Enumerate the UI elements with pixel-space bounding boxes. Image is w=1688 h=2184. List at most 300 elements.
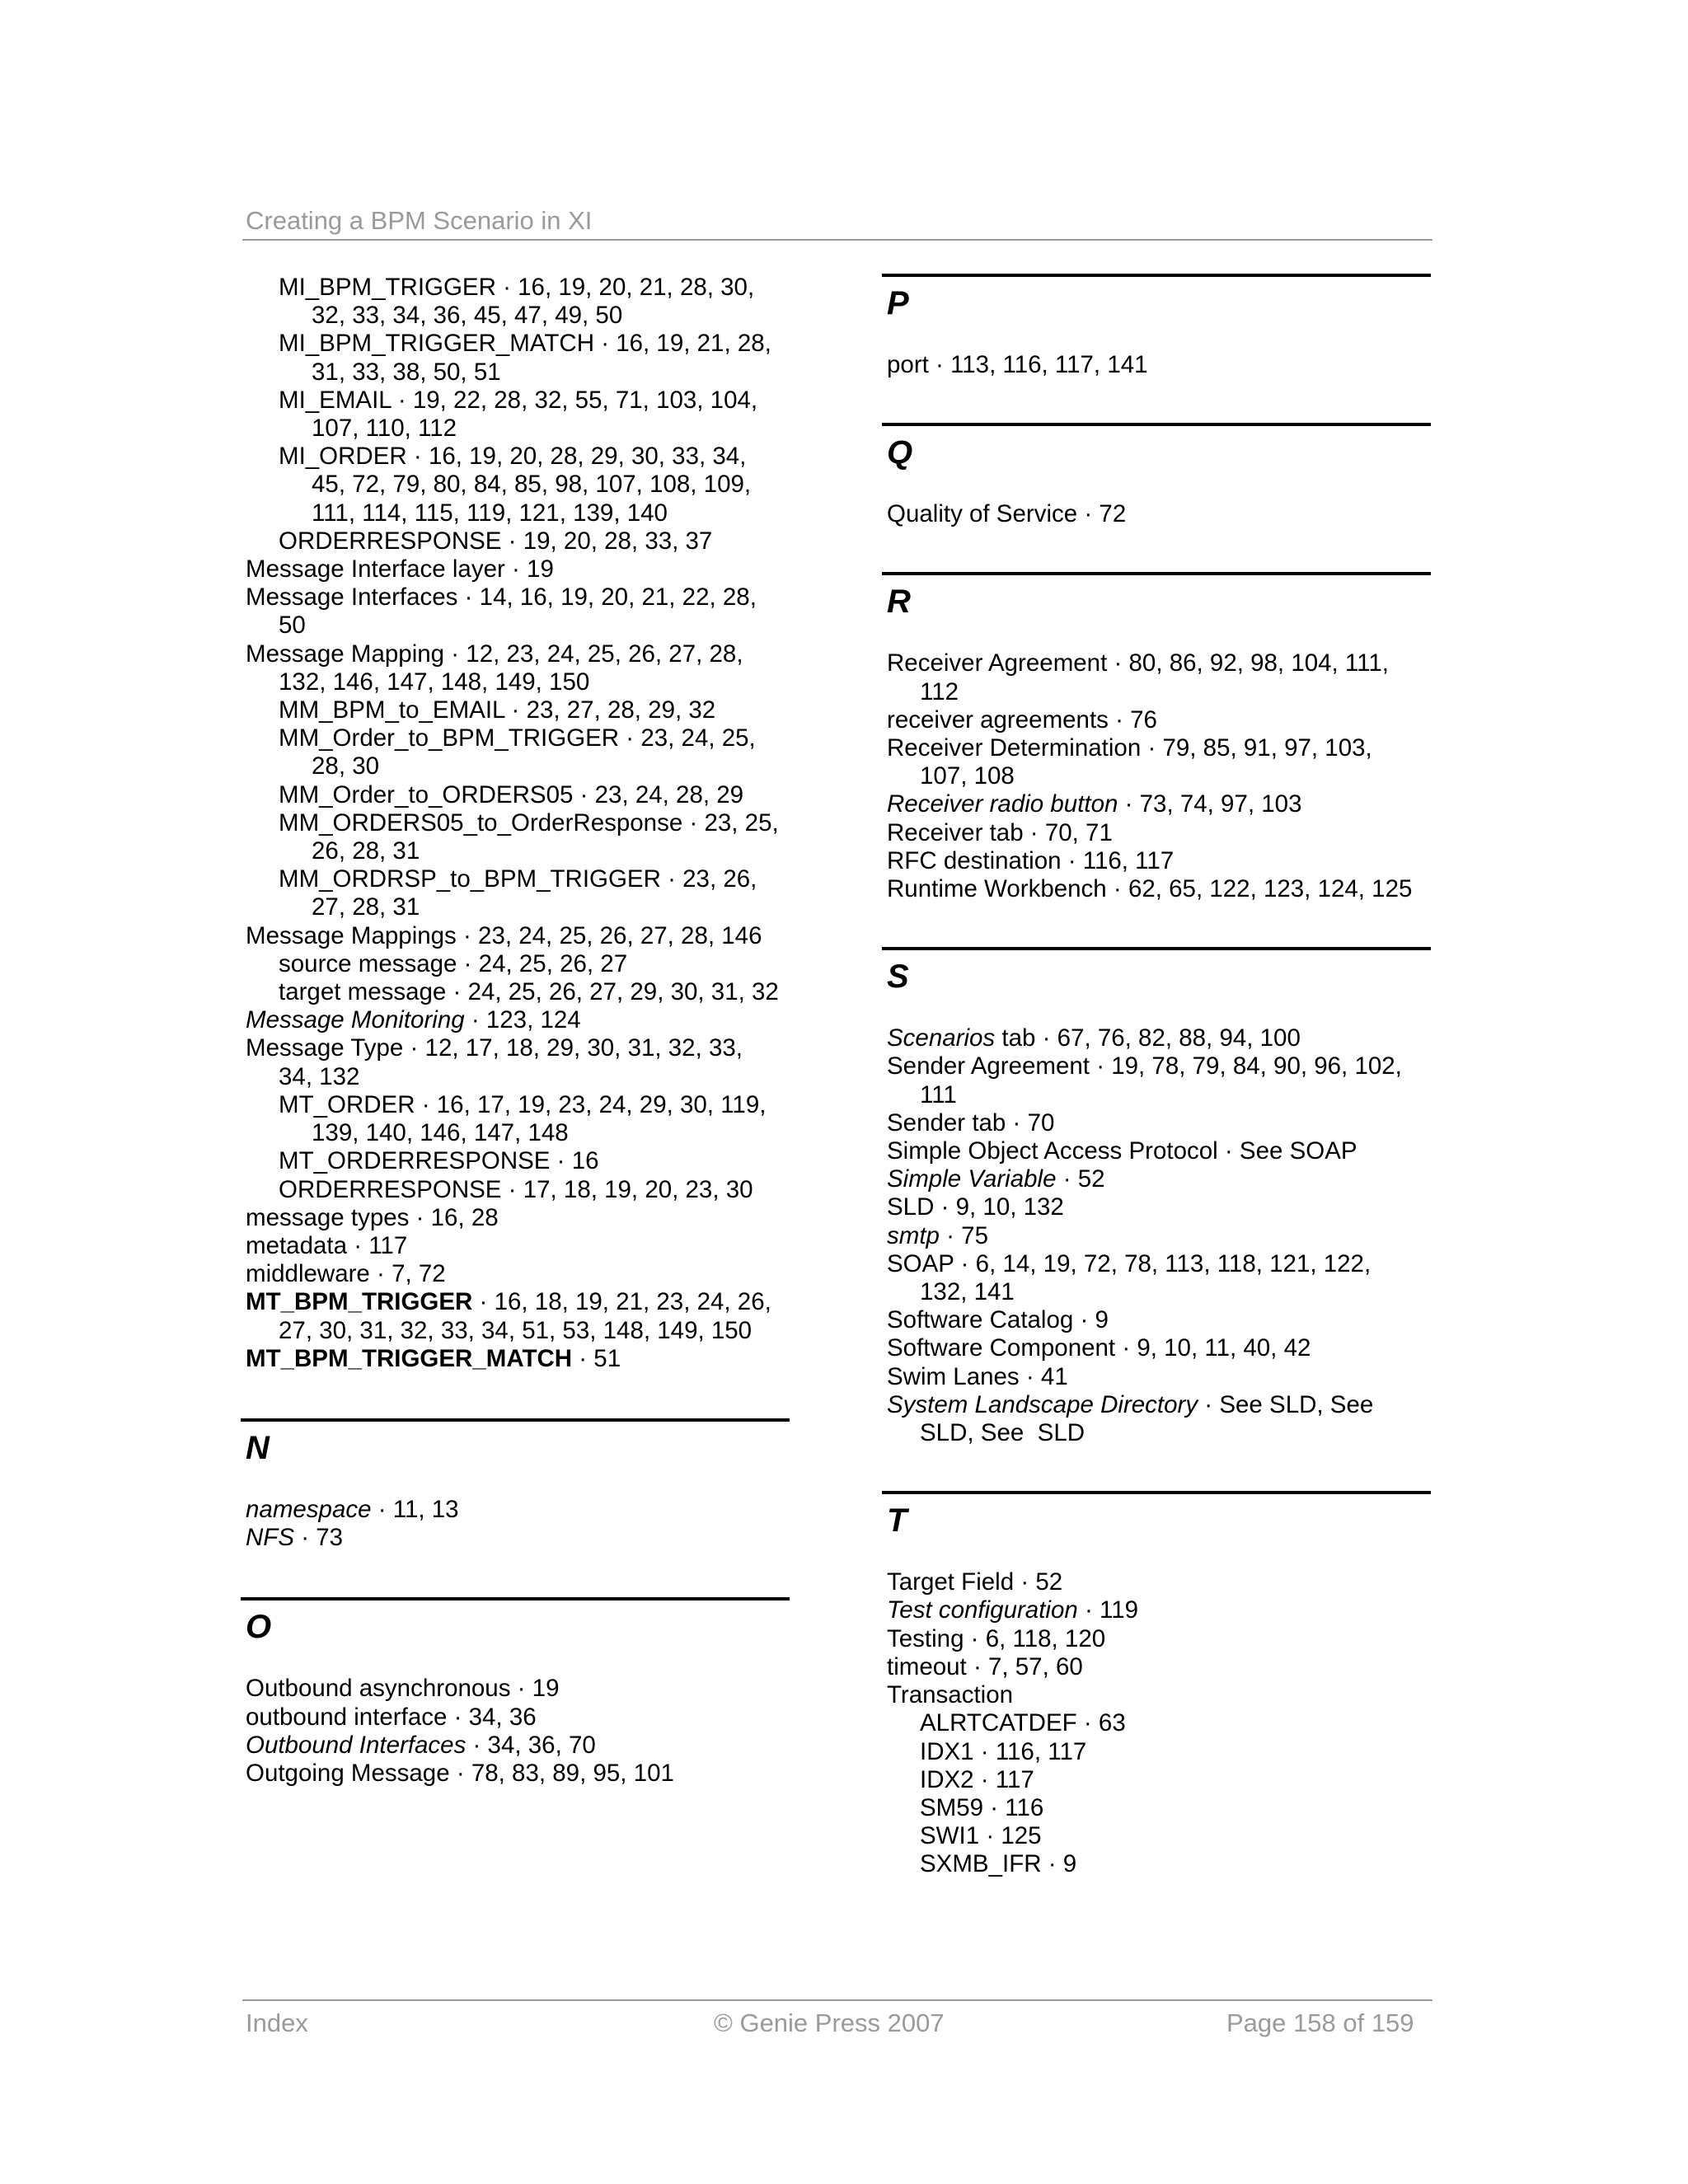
index-separator: · [446,978,468,1006]
index-term: Sender tab [887,1108,1006,1137]
header-divider [242,239,1432,241]
index-entry [246,274,806,330]
index-page-refs-continued: 111, 114, 115, 119, 121, 139, 140 [312,499,668,527]
index-page-refs: 16, 28 [430,1203,499,1231]
index-separator: · [504,555,528,583]
index-page-refs: 14, 16, 19, 20, 21, 22, 28, [479,583,757,612]
index-entry [887,1250,1447,1306]
index-entry [887,1568,1447,1596]
index-term: Message Type [246,1034,404,1062]
index-page-refs-continued: 26, 28, 31 [312,837,420,865]
index-entry [246,1232,806,1260]
index-separator: · [1035,1024,1057,1052]
index-entry [887,351,1447,379]
index-term: SXMB_IFR [920,1850,1042,1878]
index-entry [246,1760,806,1788]
index-separator: · [1073,1306,1095,1334]
index-entry [246,1176,806,1204]
index-entry [887,847,1447,875]
index-term: MM_Order_to_BPM_TRIGGER [279,724,620,752]
index-page-refs: 34, 36 [468,1703,537,1731]
index-term: SOAP [887,1249,954,1277]
index-separator: · [1061,846,1083,874]
index-separator: · [550,1147,572,1175]
index-page-refs: 24, 25, 26, 27, 29, 30, 31, 32 [467,978,779,1006]
index-entry [246,865,806,921]
index-page-refs: 23, 25, [704,808,779,837]
index-entry [246,1091,806,1147]
index-entry [246,640,806,696]
index-page-refs: 19, 22, 28, 32, 55, 71, 103, 104, [412,386,758,414]
index-page-refs: 70, 71 [1044,818,1113,846]
index-term: Testing [887,1624,964,1652]
index-separator: · [682,808,705,837]
index-page-refs: 17, 18, 19, 20, 23, 30 [523,1175,753,1203]
index-separator: · [347,1231,369,1259]
index-entry [887,790,1447,818]
index-term: outbound interface [246,1703,448,1731]
index-page-refs: 16, 17, 19, 23, 24, 29, 30, 119, [436,1090,767,1118]
index-separator: · [504,696,527,724]
index-page-refs: See SLD, See [1219,1390,1374,1418]
index-separator: · [466,1731,488,1759]
index-separator: · [979,1822,1001,1850]
index-page-refs-continued: 31, 33, 38, 50, 51 [312,358,501,386]
index-separator: · [966,1652,988,1680]
index-separator: · [934,1193,956,1221]
index-page-refs-continued: 34, 132 [279,1062,360,1090]
index-term: RFC destination [887,846,1062,874]
index-entry [887,1653,1447,1681]
index-page-refs: 116, 117 [995,1737,1087,1765]
index-separator: · [409,1203,431,1231]
index-entry [246,1034,806,1090]
index-entry [246,1260,806,1288]
index-page-refs-continued: 27, 30, 31, 32, 33, 34, 51, 53, 148, 149, 150 [279,1316,753,1344]
index-separator: · [449,1759,471,1787]
index-entry [246,527,806,555]
index-section-p [887,274,1447,379]
section-letter: S [887,958,909,996]
index-entry [246,724,806,780]
section-letter: P [887,285,909,321]
index-separator: · [928,351,951,378]
index-entry [887,500,1447,528]
index-term: receiver agreements [887,705,1109,733]
footer-section-label: Index [246,2008,308,2037]
index-separator: · [447,1703,469,1731]
index-entry [887,1334,1447,1362]
index-separator: · [660,865,683,893]
index-term: MM_Order_to_ORDERS05 [279,780,574,808]
index-page-refs-continued: 32, 33, 34, 36, 45, 47, 49, 50 [312,302,623,330]
index-term: Receiver radio button [887,790,1118,818]
index-page-refs: 7, 57, 60 [987,1652,1083,1680]
index-term: SM59 [920,1793,984,1821]
index-entry [887,1850,1447,1878]
section-divider [882,947,1431,950]
index-page-refs: 51 [593,1344,621,1372]
index-separator: · [964,1624,986,1652]
index-separator: · [572,1344,594,1372]
index-separator: · [406,443,429,471]
index-term: SLD [887,1193,935,1221]
index-separator: · [371,1495,393,1523]
index-page-refs-continued: 112 [920,677,959,705]
index-entry [887,1306,1447,1334]
section-divider [882,1491,1431,1494]
index-separator: · [403,1034,425,1062]
index-page-refs: 125 [1001,1822,1042,1850]
index-separator: · [573,780,595,808]
index-term: MM_ORDERS05_to_OrderResponse [279,808,683,837]
section-letter: N [246,1429,270,1466]
index-separator: · [1041,1850,1063,1878]
index-separator: · [1090,1052,1112,1080]
index-term: timeout [887,1652,967,1680]
index-page-refs: 75 [961,1221,988,1249]
index-page-refs: 63 [1098,1709,1126,1737]
index-term: MI_BPM_TRIGGER [279,274,496,301]
index-entry [246,443,806,527]
index-page-refs: 16 [571,1147,599,1175]
index-page-refs: 9 [1062,1850,1077,1878]
index-entry [887,1165,1447,1193]
index-entry [246,1524,806,1552]
section-divider [241,1418,790,1422]
section-divider [882,274,1431,277]
index-entry [887,1625,1447,1653]
index-term: MT_BPM_TRIGGER [246,1288,473,1316]
index-separator: · [1141,734,1163,762]
index-entry [246,1496,806,1524]
index-entry [246,1345,806,1373]
index-entry [887,1137,1447,1165]
section-divider [241,1597,790,1601]
index-entry [246,1732,806,1760]
index-page-refs: 19, 78, 79, 84, 90, 96, 102, [1111,1052,1402,1080]
index-page-refs: 123, 124 [485,1006,581,1034]
index-entry [887,1681,1447,1709]
index-separator: · [1006,1108,1028,1137]
index-term: Message Mappings [246,921,457,949]
index-term: Software Component [887,1334,1116,1362]
index-entry [887,1596,1447,1624]
index-page-refs-continued: 45, 72, 79, 80, 84, 85, 98, 107, 108, 109, [312,471,752,499]
index-separator: · [415,1090,437,1118]
index-term: Message Interfaces [246,583,458,612]
index-separator: · [1056,1165,1078,1193]
index-page-refs: 24, 25, 26, 27 [478,949,628,977]
index-separator: · [619,724,641,752]
index-page-refs: 41 [1040,1362,1068,1390]
index-term: middleware [246,1260,370,1288]
index-separator: · [1198,1390,1220,1418]
index-page-refs: 19 [532,1675,560,1703]
index-term: Receiver Agreement [887,649,1108,677]
index-page-refs-continued: 28, 30 [312,752,380,780]
index-page-refs: 23, 24, 28, 29 [594,780,744,808]
index-separator: · [1118,790,1140,818]
index-page-refs-continued: 132, 146, 147, 148, 149, 150 [279,668,590,696]
index-separator: · [1019,1362,1041,1390]
index-page-refs-continued: 107, 110, 112 [312,415,457,443]
index-term: port [887,351,929,378]
index-separator: · [1115,1334,1137,1362]
index-page-refs: 67, 76, 82, 88, 94, 100 [1057,1024,1301,1052]
index-entry [246,330,806,386]
footer-copyright: © Genie Press 2007 [714,2008,945,2037]
index-page-refs: 9, 10, 11, 40, 42 [1137,1334,1311,1362]
index-entry [887,1109,1447,1137]
index-entry [887,1052,1447,1108]
index-term: Simple Object Access Protocol [887,1137,1218,1165]
index-section-s [887,947,1447,1447]
index-page-refs: 80, 86, 92, 98, 104, 111, [1128,649,1389,677]
index-page-refs: 34, 36, 70 [487,1731,596,1759]
index-section-q [887,423,1447,528]
index-entry [246,696,806,724]
index-entry [246,387,806,443]
index-section-r [887,572,1447,903]
index-separator: · [973,1737,996,1765]
index-page-refs: 9 [1095,1306,1109,1334]
index-separator: · [939,1221,962,1249]
index-entry [887,1794,1447,1822]
index-separator: · [510,1675,532,1703]
index-term: Scenarios [887,1024,996,1052]
index-separator: · [1023,818,1045,846]
index-separator: · [501,527,523,555]
index-column-left [246,274,806,1788]
index-entry [246,1006,806,1034]
index-term: source message [279,949,457,977]
index-separator: · [501,1175,523,1203]
index-page-refs: 23, 26, [682,865,757,893]
index-page-refs-continued: 132, 141 [920,1278,1015,1306]
index-term: Receiver tab [887,818,1024,846]
index-section-t [887,1491,1447,1878]
index-page-refs: 6, 14, 19, 72, 78, 113, 118, 121, 122, [975,1249,1372,1277]
index-page-refs: 79, 85, 91, 97, 103, [1162,734,1372,762]
index-term: Simple Variable [887,1165,1057,1193]
footer-page-number: Page 158 of 159 [1226,2008,1414,2037]
section-letter: T [887,1502,907,1540]
section-divider [882,423,1431,426]
index-entry [887,1766,1447,1794]
index-term: Transaction [887,1681,1014,1709]
index-page-refs: 113, 116, 117, 141 [950,351,1148,378]
index-entry [887,1738,1447,1766]
index-separator: · [391,386,413,414]
index-term: IDX2 [920,1765,974,1793]
index-term: ALRTCATDEF [920,1709,1077,1737]
index-term: Runtime Workbench [887,875,1107,903]
index-separator: · [594,330,617,358]
index-page-refs: 73, 74, 97, 103 [1139,790,1302,818]
index-page-refs-continued: 139, 140, 146, 147, 148 [312,1119,569,1147]
index-entry [246,978,806,1006]
index-entry [887,649,1447,705]
index-page-refs: 12, 17, 18, 29, 30, 31, 32, 33, [424,1034,743,1062]
index-page-refs: 16, 18, 19, 21, 23, 24, 26, [494,1288,771,1316]
index-term: Quality of Service [887,500,1078,528]
index-separator: · [294,1524,316,1552]
index-page-refs: 19 [527,555,554,583]
index-term: Message Mapping [246,640,445,668]
index-page-refs: 52 [1077,1165,1105,1193]
index-entry [887,1222,1447,1250]
index-term: MM_BPM_to_EMAIL [279,696,505,724]
index-page-refs: 11, 13 [392,1495,459,1523]
index-section-n [246,1418,806,1552]
index-section-o [246,1597,806,1788]
index-term: message types [246,1203,410,1231]
index-entry [887,734,1447,790]
index-term: SWI1 [920,1822,980,1850]
index-page-refs: 23, 27, 28, 29, 32 [526,696,716,724]
index-separator: · [1076,1709,1099,1737]
index-term: IDX1 [920,1737,974,1765]
index-entry [887,1391,1447,1447]
index-page-refs: 7, 72 [392,1260,446,1288]
index-entry [887,1363,1447,1391]
section-divider [882,572,1431,575]
index-entry [887,1193,1447,1221]
index-entry [887,1822,1447,1850]
index-separator: · [472,1288,495,1316]
index-separator: · [1014,1568,1036,1596]
index-entry [246,1675,806,1703]
index-term: Test configuration [887,1596,1078,1624]
index-separator: · [954,1249,976,1277]
index-entry [887,1709,1447,1737]
index-term: ORDERRESPONSE [279,1175,502,1203]
index-term: ORDERRESPONSE [279,527,502,555]
index-term: Outbound asynchronous [246,1675,511,1703]
index-page-refs: 119 [1100,1596,1139,1624]
index-term: namespace [246,1495,372,1523]
index-entry [246,555,806,583]
index-page-refs-continued: 27, 28, 31 [312,893,420,921]
index-term: metadata [246,1231,347,1259]
index-entry [246,950,806,978]
index-term: Software Catalog [887,1306,1074,1334]
index-term: smtp [887,1221,940,1249]
index-page-refs: 52 [1035,1568,1063,1596]
index-entry [887,706,1447,734]
index-page-refs-continued: 107, 108 [920,762,1015,790]
index-term-suffix: tab [995,1024,1036,1052]
index-term: MT_ORDERRESPONSE [279,1147,551,1175]
index-separator: · [456,921,479,949]
index-term: NFS [246,1524,294,1552]
index-page-refs: See SOAP [1239,1137,1357,1165]
index-page-refs: 16, 19, 20, 28, 29, 30, 33, 34, [428,443,747,471]
index-term: Outbound Interfaces [246,1731,467,1759]
index-page-refs: 117 [368,1231,408,1259]
index-page-refs: 62, 65, 122, 123, 124, 125 [1128,875,1413,903]
index-page-refs: 23, 24, 25, [640,724,756,752]
footer-divider [242,1999,1432,2001]
index-separator: · [973,1765,996,1793]
index-page-refs: 9, 10, 132 [955,1193,1064,1221]
index-page-refs-continued: 111 [920,1080,957,1108]
index-separator: · [457,583,480,612]
index-column-right [887,274,1447,1879]
index-entry [246,922,806,950]
index-page-refs: 23, 24, 25, 26, 27, 28, 146 [478,921,762,949]
index-page-refs: 19, 20, 28, 33, 37 [523,527,713,555]
index-page-refs-continued: SLD, See SLD [920,1419,1085,1447]
index-page-refs: 16, 19, 20, 21, 28, 30, [518,274,755,301]
index-separator: · [457,949,479,977]
index-page-refs: 78, 83, 89, 95, 101 [471,1759,674,1787]
index-separator: · [1107,649,1129,677]
index-term: Message Interface layer [246,555,505,583]
index-separator: · [1077,500,1100,528]
index-separator: · [495,274,518,301]
index-term: MI_EMAIL [279,386,392,414]
index-page-refs: 73 [316,1524,344,1552]
section-letter: O [246,1609,272,1646]
index-entry [246,1704,806,1732]
index-term: Sender Agreement [887,1052,1090,1080]
index-entry [246,781,806,809]
index-entry [246,1147,806,1175]
index-separator: · [369,1260,392,1288]
index-separator: · [1217,1137,1240,1165]
index-separator: · [983,1793,1006,1821]
section-letter: R [887,583,911,621]
index-page-refs: 117 [995,1765,1034,1793]
index-entry [887,819,1447,847]
index-term: Swim Lanes [887,1362,1020,1390]
index-entry [887,875,1447,903]
index-page-refs: 76 [1130,705,1157,733]
index-page-refs: 12, 23, 24, 25, 26, 27, 28, [466,640,743,668]
index-separator: · [1106,875,1128,903]
index-separator: · [444,640,467,668]
index-term: target message [279,978,447,1006]
index-page-refs: 6, 118, 120 [985,1624,1106,1652]
index-page-refs: 70 [1027,1108,1055,1137]
index-page-refs: 72 [1099,500,1127,528]
index-page-refs: 16, 19, 21, 28, [616,330,771,358]
index-term: MI_ORDER [279,443,407,471]
index-term: Message Monitoring [246,1006,465,1034]
index-term: MI_BPM_TRIGGER_MATCH [279,330,594,358]
index-entry [887,1024,1447,1052]
index-entry [246,1204,806,1232]
index-entry [246,583,806,640]
page-header-title: Creating a BPM Scenario in XI [246,206,593,235]
index-entry [246,809,806,865]
index-term: System Landscape Directory [887,1390,1198,1418]
index-term: Target Field [887,1568,1015,1596]
index-separator: · [1077,1596,1100,1624]
index-page-refs-continued: 50 [279,612,306,640]
index-entry [246,1288,806,1344]
index-term: MT_ORDER [279,1090,415,1118]
index-term: Receiver Determination [887,734,1142,762]
index-term: Outgoing Message [246,1759,450,1787]
index-separator: · [464,1006,486,1034]
index-term: MT_BPM_TRIGGER_MATCH [246,1344,573,1372]
index-term: MM_ORDRSP_to_BPM_TRIGGER [279,865,661,893]
index-separator: · [1108,705,1131,733]
section-letter: Q [887,434,913,471]
